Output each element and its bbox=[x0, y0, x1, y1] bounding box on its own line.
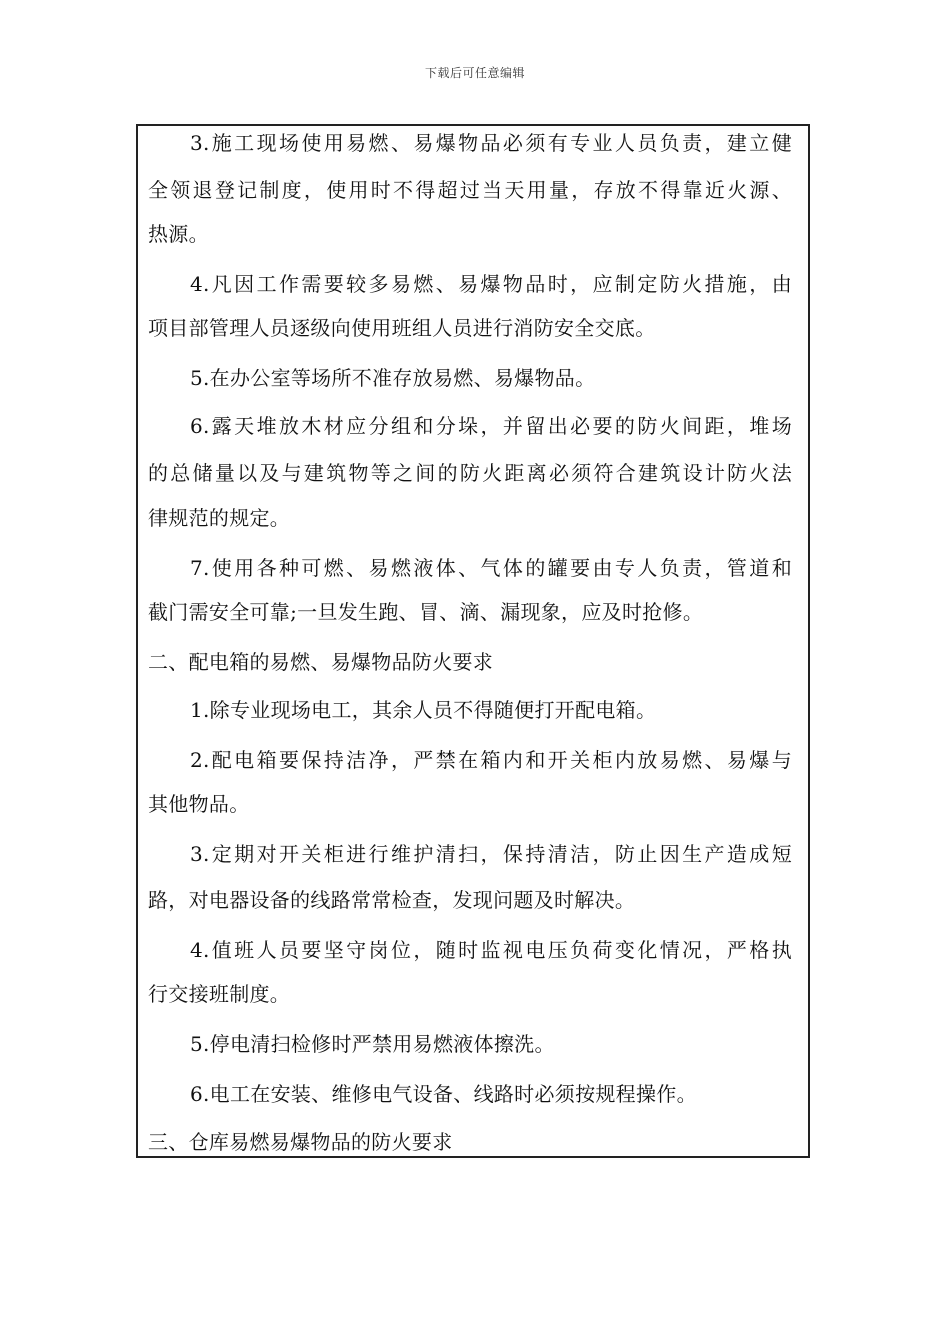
text-line: 项目部管理人员逐级向使用班组人员进行消防安全交底。 bbox=[148, 316, 656, 340]
text-line: 律规范的规定。 bbox=[148, 506, 291, 530]
text-line: 5.在办公室等场所不准存放易燃、易爆物品。 bbox=[190, 366, 596, 390]
text-line: 7.使用各种可燃、易燃液体、气体的罐要由专人负责，管道和 bbox=[190, 556, 792, 580]
text-line: 3.施工现场使用易燃、易爆物品必须有专业人员负责，建立健 bbox=[190, 131, 792, 155]
text-line: 路，对电器设备的线路常常检查，发现问题及时解决。 bbox=[148, 888, 636, 912]
text-line: 4.凡因工作需要较多易燃、易爆物品时，应制定防火措施，由 bbox=[190, 272, 792, 296]
text-line: 的总储量以及与建筑物等之间的防火距离必须符合建筑设计防火法 bbox=[148, 461, 792, 485]
text-line: 1.除专业现场电工，其余人员不得随便打开配电箱。 bbox=[190, 698, 657, 722]
text-line: 4.值班人员要坚守岗位，随时监视电压负荷变化情况，严格执 bbox=[190, 938, 792, 962]
section-heading: 三、仓库易燃易爆物品的防火要求 bbox=[148, 1130, 453, 1154]
text-line: 热源。 bbox=[148, 222, 209, 246]
text-line: 截门需安全可靠;一旦发生跑、冒、滴、漏现象，应及时抢修。 bbox=[148, 600, 704, 624]
text-line: 行交接班制度。 bbox=[148, 982, 291, 1006]
text-line: 6.电工在安装、维修电气设备、线路时必须按规程操作。 bbox=[190, 1082, 697, 1106]
text-line: 6.露天堆放木材应分组和分垛，并留出必要的防火间距，堆场 bbox=[190, 414, 792, 438]
text-line: 2.配电箱要保持洁净，严禁在箱内和开关柜内放易燃、易爆与 bbox=[190, 748, 792, 772]
text-line: 3.定期对开关柜进行维护清扫，保持清洁，防止因生产造成短 bbox=[190, 842, 792, 866]
text-line: 全领退登记制度，使用时不得超过当天用量，存放不得靠近火源、 bbox=[148, 178, 792, 202]
section-heading: 二、配电箱的易燃、易爆物品防火要求 bbox=[148, 650, 494, 674]
header-note: 下载后可任意编辑 bbox=[424, 66, 525, 80]
text-line: 其他物品。 bbox=[148, 792, 250, 816]
text-line: 5.停电清扫检修时严禁用易燃液体擦洗。 bbox=[190, 1032, 555, 1056]
document-frame bbox=[136, 124, 810, 1158]
